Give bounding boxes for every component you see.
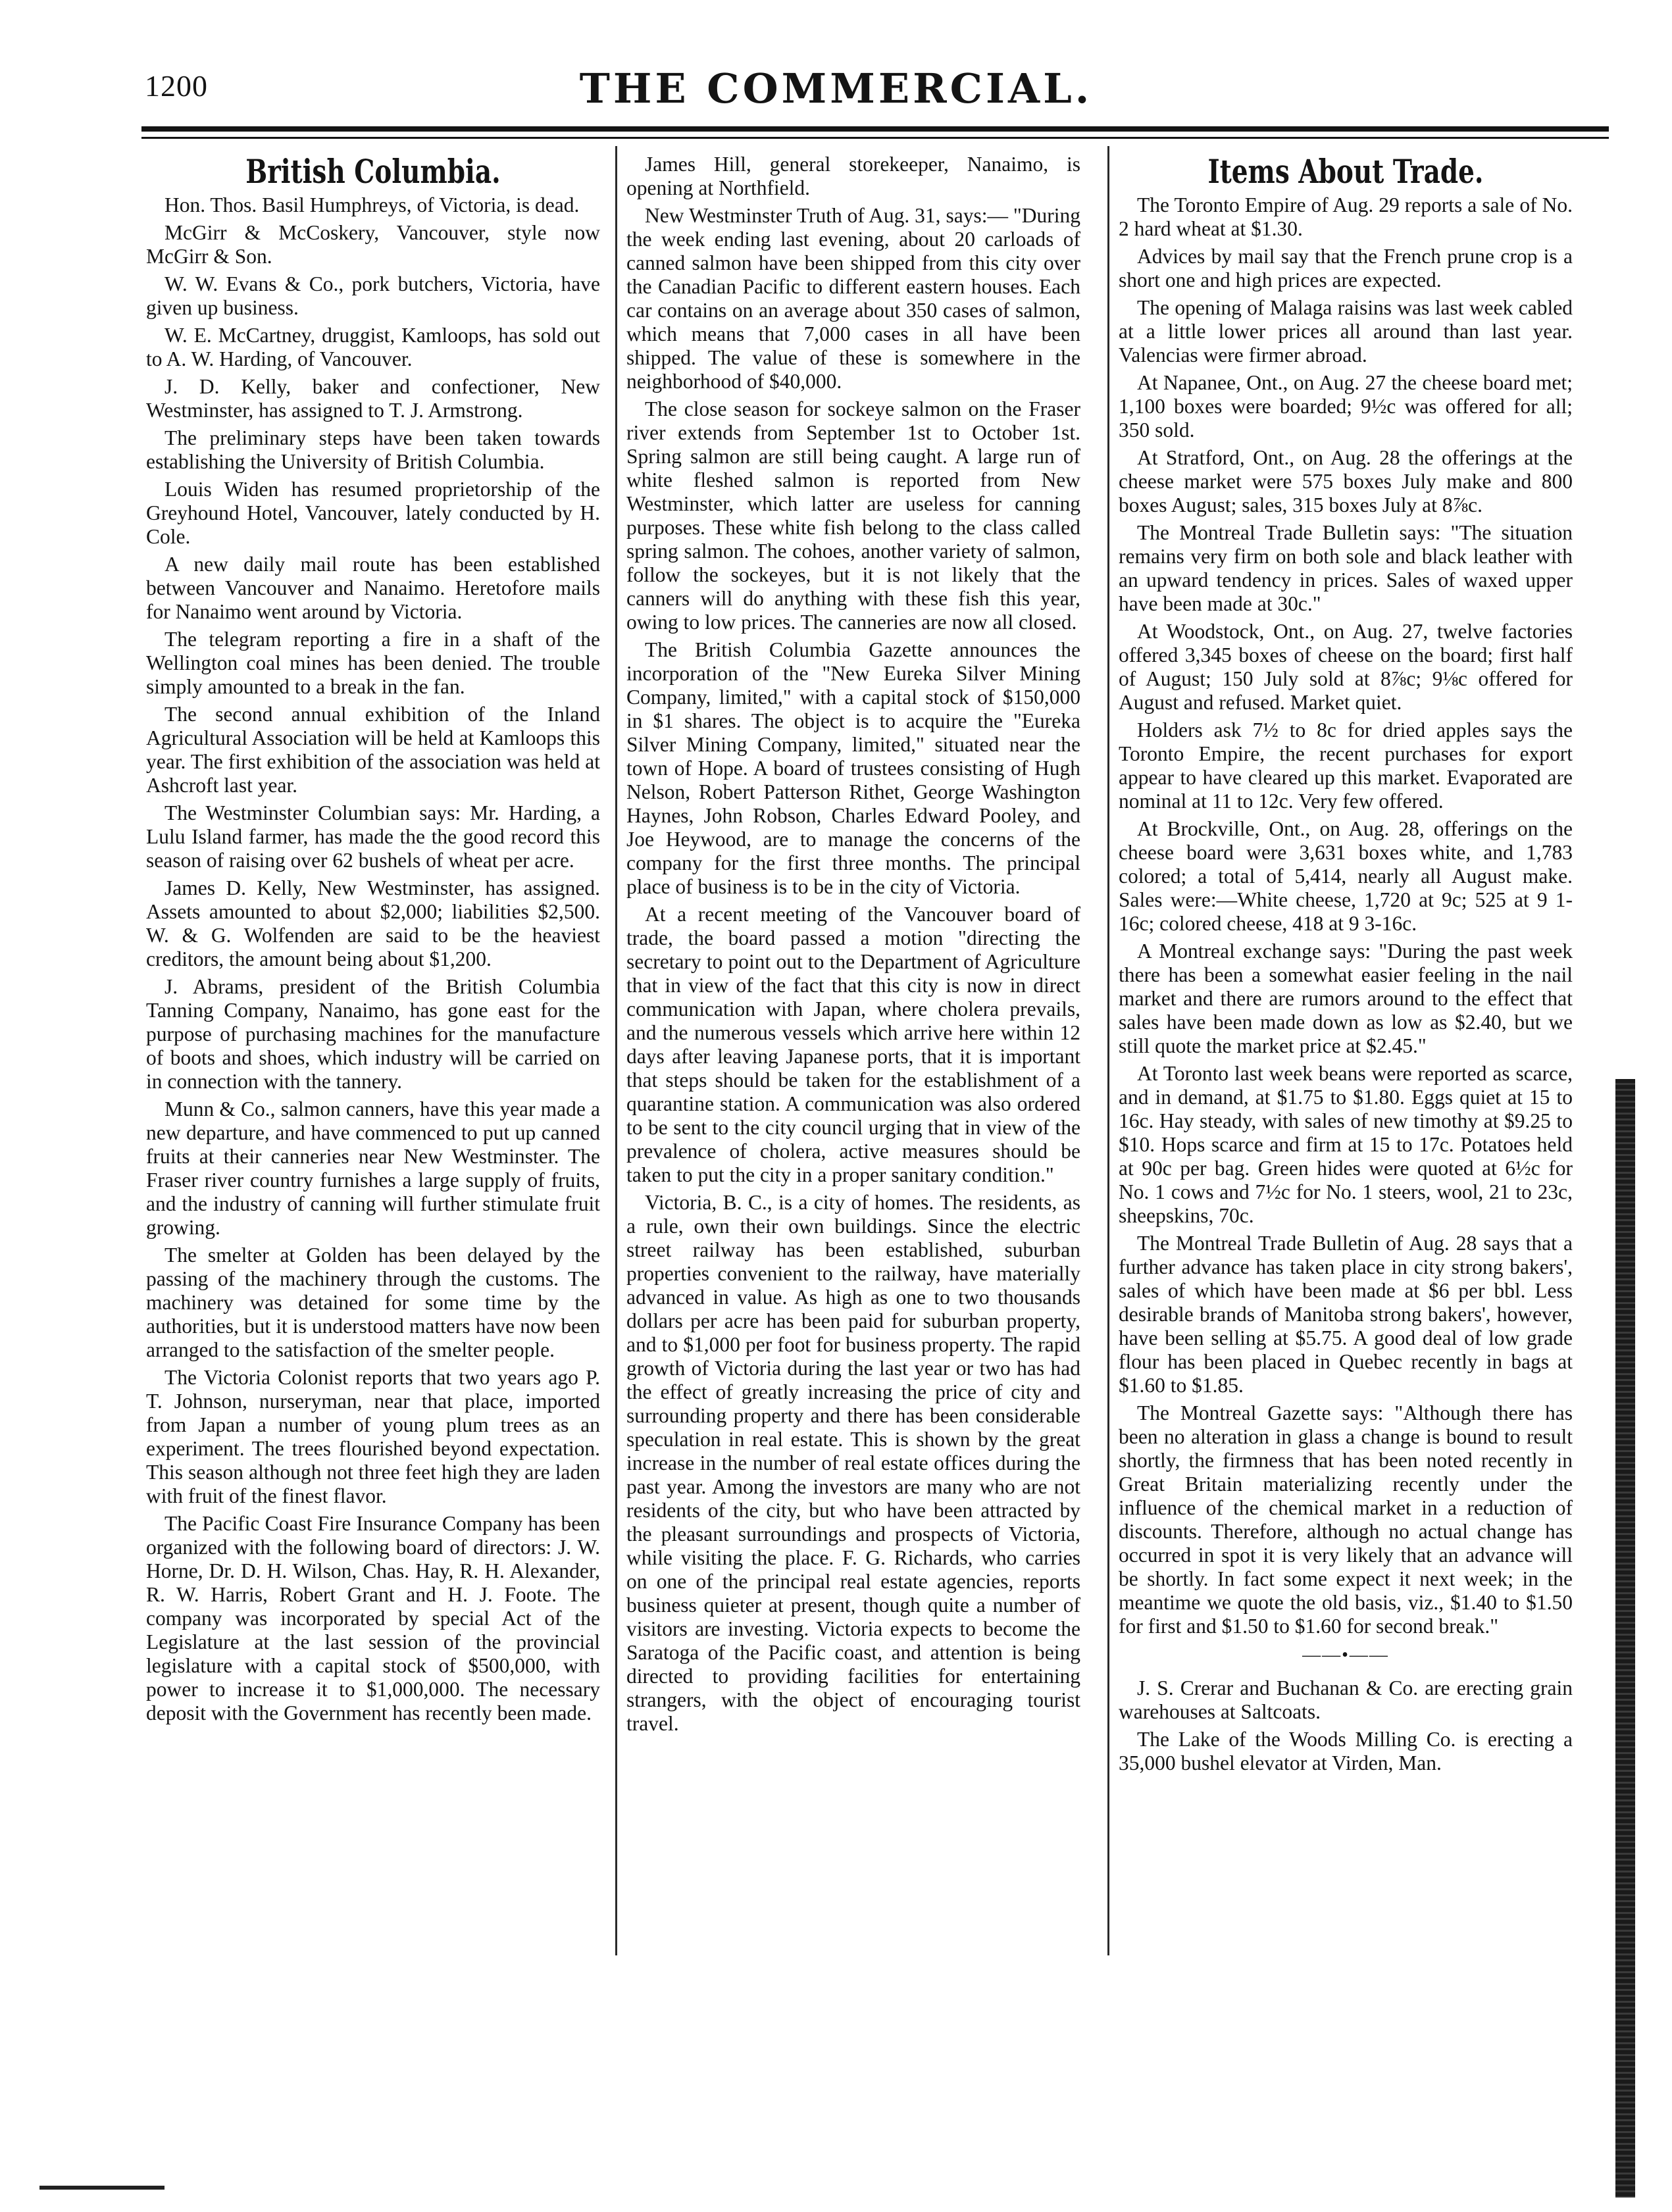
article-paragraph: The smelter at Golden has been delayed by the passing of the machinery through the customs. The machinery was detained for some time by the authorities, but it is understood matters have now been arranged to the satisfaction of the smelter people. (146, 1244, 600, 1361)
article-paragraph: At Napanee, Ont., on Aug. 27 the cheese board met; 1,100 boxes were boarded; 9½c was offered for all; 350 sold. (1119, 371, 1573, 441)
article-paragraph: J. Abrams, president of the British Columbia Tanning Company, Nanaimo, has gone east for the purpose of purchasing machines for the manufacture of boots and shoes, which industry will be carried on in connection with the tannery. (146, 975, 600, 1093)
article-paragraph: Victoria, B. C., is a city of homes. The residents, as a rule, own their own buildings. Since the electric street railway has been established, suburban properties convenient to the railway, have materially advanced in value. As high as one to two thousands dollars per acre has been paid for suburban property, and to $1,000 per foot for business property. The rapid growth of Victoria during the last year or two has had the effect of greatly increasing the price of city and surrounding property and there has been considerable speculation in real estate. This is shown by the great increase in the number of real estate offices during the past year. Among the investors are many who are not residents of the city, but who have been attracted by the pleasant surroundings and prospects of Victoria, while visiting the place. F. G. Richards, who carries on one of the principal real estate agencies, reports business quieter at present, though quite a number of visitors are investing. Victoria expects to become the Saratoga of the Pacific coast, and attention is being directed to providing facilities for entertaining strangers, with the object of encouraging tourist travel. (626, 1191, 1080, 1735)
column-british-columbia (146, 153, 600, 1729)
column-separator-right (1107, 146, 1109, 1955)
article-paragraph: At a recent meeting of the Vancouver board of trade, the board passed a motion "directing the secretary to point out to the Department of Agriculture that in view of the fact that this city is now in direct communication with Japan, where cholera prevails, and the numerous vessels which arrive here within 12 days after leaving Japanese ports, that it is important that steps should be taken for the establishment of a quarantine station. A communication was also ordered to be sent to the city council urging that in view of the prevalence of cholera, active measures should be taken to put the city in a proper sanitary condition." (626, 903, 1080, 1186)
section-divider-ornament: ——•—— (1302, 1645, 1389, 1665)
column-separator-left (615, 146, 617, 1955)
column-middle (626, 153, 1080, 1740)
article-paragraph: Louis Widen has resumed proprietorship of the Greyhound Hotel, Vancouver, lately conducted by H. Cole. (146, 478, 600, 548)
article-paragraph: The Toronto Empire of Aug. 29 reports a sale of No. 2 hard wheat at $1.30. (1119, 193, 1573, 240)
article-paragraph: The Lake of the Woods Milling Co. is erecting a 35,000 bushel elevator at Virden, Man. (1119, 1728, 1573, 1774)
header-rule-thin (141, 137, 1609, 139)
article-paragraph: Munn & Co., salmon canners, have this year made a new departure, and have commenced to put up canned fruits at their canneries near New Westminster. The Fraser river country furnishes a large supply of fruits, and the industry of canning will further stimulate fruit growing. (146, 1097, 600, 1239)
article-paragraph: J. D. Kelly, baker and confectioner, New Westminster, has assigned to T. J. Armstrong. (146, 375, 600, 422)
article-paragraph: The second annual exhibition of the Inland Agricultural Association will be held at Kamloops this year. The first exhibition of the association was held at Ashcroft last year. (146, 703, 600, 797)
section-heading-items-about-trade: Items About Trade. (1207, 152, 1484, 191)
article-paragraph: Holders ask 7½ to 8c for dried apples says the Toronto Empire, the recent purchases for export appear to have cleared up this market. Evaporated are nominal at 11 to 12c. Very few offered. (1119, 718, 1573, 813)
article-paragraph: At Woodstock, Ont., on Aug. 27, twelve factories offered 3,345 boxes of cheese on the board; first half of August; 150 July sold at 8⅞c; 9⅛c offered for August and refused. Market quiet. (1119, 620, 1573, 714)
article-list (146, 193, 600, 1725)
article-paragraph: J. S. Crerar and Buchanan & Co. are erecting grain warehouses at Saltcoats. (1119, 1676, 1573, 1723)
article-paragraph: The close season for sockeye salmon on the Fraser river extends from September 1st to October 1st. Spring salmon are still being caught. A large run of white fleshed salmon is reported from New Westminster, which latter are useless for canning purposes. These white fish belong to the class called spring salmon. The cohoes, another variety of salmon, follow the sockeyes, but it is not likely that the canners will do anything with these fish this year, owing to low prices. The canneries are now all closed. (626, 397, 1080, 634)
header-rule-thick (141, 126, 1609, 132)
section-heading-british-columbia: British Columbia. (245, 152, 501, 191)
article-paragraph: The Montreal Trade Bulletin says: "The situation remains very firm on both sole and black leather with an upward tendency in prices. Sales of waxed upper have been made at 30c." (1119, 521, 1573, 615)
article-paragraph: The Montreal Trade Bulletin of Aug. 28 says that a further advance has taken place in city strong bakers', sales of which have been made at $6 per bbl. Less desirable brands of Manitoba strong bakers', however, have been selling at $5.75. A good deal of low grade flour has been placed in Quebec recently in bags at $1.60 to $1.85. (1119, 1232, 1573, 1397)
article-paragraph: Hon. Thos. Basil Humphreys, of Victoria, is dead. (165, 193, 580, 216)
article-paragraph: The Victoria Colonist reports that two years ago P. T. Johnson, nurseryman, near that place, imported from Japan a number of young plum trees as an experiment. The trees flourished beyond expectation. This season although not three feet high they are laden with fruit of the finest flavor. (146, 1366, 600, 1507)
article-paragraph: At Brockville, Ont., on Aug. 28, offerings on the cheese board were 3,631 boxes white, and 1,783 colored; a total of 5,414, nearly all August make. Sales were:—White cheese, 1,720 at 9c; 525 at 9 1-16c; colored cheese, 418 at 9 3-16c. (1119, 817, 1573, 935)
article-paragraph: James Hill, general storekeeper, Nanaimo, is opening at Northfield. (626, 153, 1080, 199)
article-paragraph: The Westminster Columbian says: Mr. Harding, a Lulu Island farmer, has made the the good record this season of raising over 62 bushels of wheat per acre. (146, 801, 600, 872)
article-paragraph: The British Columbia Gazette announces the incorporation of the "New Eureka Silver Mining Company, limited," with a capital stock of $150,000 in $1 shares. The object is to acquire the "Eureka Silver Mining Company, limited," situated near the town of Hope. A board of trustees consisting of Hugh Nelson, Robert Patterson Rithet, George Washington Haynes, John Robson, Charles Edward Pooley, and Joe Heywood, are to manage the concerns of the company for the first three months. The principal place of business is to be in the city of Victoria. (626, 638, 1080, 898)
article-paragraph: James D. Kelly, New Westminster, has assigned. Assets amounted to about $2,000; liabilities $2,500. W. & G. Wolfenden are said to be the heaviest creditors, the amount being about $1,200. (146, 876, 600, 970)
article-paragraph: The opening of Malaga raisins was last week cabled at a little lower prices all around than last year. Valencias were firmer abroad. (1119, 296, 1573, 366)
page-number: 1200 (145, 69, 208, 103)
article-paragraph: A new daily mail route has been established between Vancouver and Nanaimo. Heretofore mails for Nanaimo went around by Victoria. (146, 553, 600, 623)
article-paragraph: A Montreal exchange says: "During the past week there has been a somewhat easier feeling in the nail market and there are rumors around to the effect that sales have been made down as low as $2.40, but we still quote the market price at $2.45." (1119, 940, 1573, 1057)
column-items-about-trade (1119, 153, 1573, 1779)
article-paragraph: The preliminary steps have been taken towards establishing the University of British Columbia. (146, 426, 600, 473)
article-paragraph: New Westminster Truth of Aug. 31, says:— "During the week ending last evening, about 20 carloads of canned salmon have been shipped from this city over the Canadian Pacific to different eastern houses. Each car contains on an average about 350 cases of salmon, which means that 7,000 cases in all have been shipped. The value of these is somewhere in the neighborhood of $40,000. (626, 204, 1080, 393)
masthead-title: THE COMMERCIAL. (579, 64, 1093, 113)
article-paragraph: W. W. Evans & Co., pork butchers, Victoria, have given up business. (146, 272, 600, 319)
article-paragraph: The Montreal Gazette says: "Although there has been no alteration in glass a change is bound to result shortly, the firmness that has been noted recently in Great Britain materializing recently under the influence of the chemical market in a reduction of discounts. Therefore, although no actual change has occurred in spot it is very likely that an advance will be shortly. In fact some expect it next week; in the meantime we quote the old basis, viz., $1.40 to $1.50 for first and $1.50 to $1.60 for second break." (1119, 1401, 1573, 1638)
article-paragraph: W. E. McCartney, druggist, Kamloops, has sold out to A. W. Harding, of Vancouver. (146, 324, 600, 370)
article-paragraph: The telegram reporting a fire in a shaft of the Wellington coal mines has been denied. The trouble simply amounted to a break in the fan. (146, 628, 600, 698)
article-paragraph: At Stratford, Ont., on Aug. 28 the offerings at the cheese market were 575 boxes July make and 800 boxes August; sales, 315 boxes July at 8⅞c. (1119, 446, 1573, 516)
article-paragraph: Advices by mail say that the French prune crop is a short one and high prices are expected. (1119, 245, 1573, 291)
article-paragraph: The Pacific Coast Fire Insurance Company has been organized with the following board of directors: J. W. Horne, Dr. D. H. Wilson, Chas. Hay, R. H. Alexander, R. W. Harris, Robert Grant and H. J. Foote. The company was incorporated by special Act of the Legislature at the last session of the provincial legislature with a capital stock of $500,000, with power to increase it to $1,000,000. The necessary deposit with the Government has recently been made. (146, 1512, 600, 1724)
article-paragraph: At Toronto last week beans were reported as scarce, and in demand, at $1.75 to $1.80. Eggs quiet at 15 to 16c. Hay steady, with sales of new timothy at $9.25 to $10. Hops scarce and firm at 15 to 17c. Potatoes held at 90c per bag. Green hides were quoted at 6½c for No. 1 cows and 7½c for No. 1 steers, wool, 21 to 23c, sheepskins, 70c. (1119, 1062, 1573, 1227)
page-edge-binding-mark (1615, 1079, 1635, 2198)
page-bottom-mark (39, 2186, 165, 2190)
article-paragraph: McGirr & McCoskery, Vancouver, style now McGirr & Son. (146, 221, 600, 268)
